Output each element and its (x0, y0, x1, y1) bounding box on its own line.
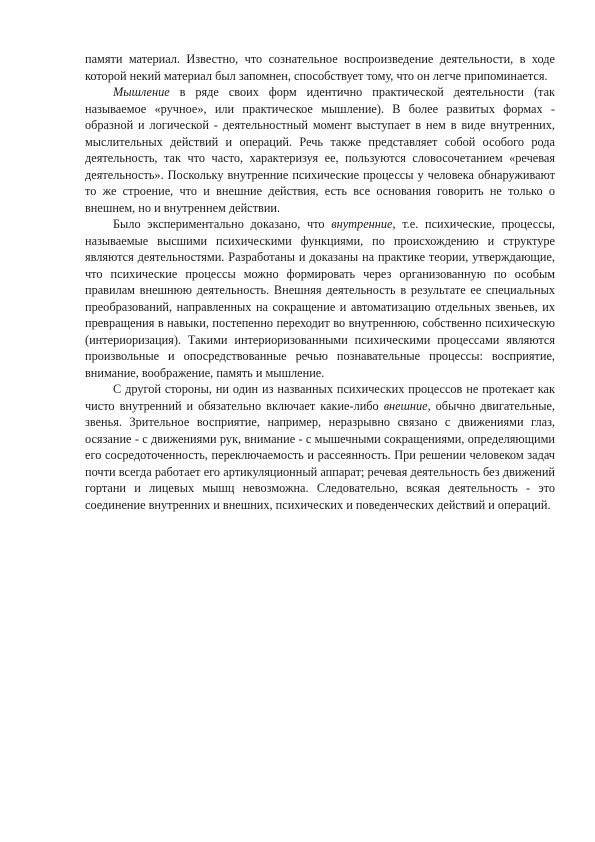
document-page (85, 51, 555, 513)
paragraph-external-links (85, 381, 555, 513)
paragraph-text: , т.е. психические, процессы, называемые высшими психическими функциями, по происхождению и структуре являются деятельностями. Разработаны и доказаны на практике теории, утверждающие, что психические процессы можно формировать через организованную по особым правилам внешнюю деятельность. Внешняя деятельность в результате ее специальных преобразований, направленных на сокращение и автоматизацию отдельных звеньев, их превращения в навыки, постепенно переходит во внутреннюю, собственно психическую (интериоризация). Такими интериоризованными психическими процессами являются произвольные и опосредствованные речью познавательные процессы: восприятие, внимание, воображение, память и мышление. (85, 217, 555, 380)
paragraph-internal-processes (85, 216, 555, 381)
paragraph-text: С другой стороны, ни один из названных психических процессов не протекает как чисто внутренний и обязательно включает какие-либо (85, 382, 555, 413)
italic-term-internal: внутренние (331, 217, 393, 231)
paragraph-text: Было экспериментально доказано, что (113, 217, 332, 231)
paragraph-text: в ряде своих форм идентично практической деятельности (так называемое «ручное», или практическое мышление). В более развитых формах - образной и логической - деятельностный момент выступает в нем в виде внутренних, мыслительных действий и операций. Речь также представляет собой особого рода деятельность, так что часто, характеризуя ее, пользуются словосочетанием «речевая деятельность». Поскольку внутренние психические процессы у человека обнаруживают то же строение, что и внешние действия, есть все основания говорить не только о внешнем, но и внутреннем действии. (85, 85, 555, 215)
italic-term-thinking: Мышление (113, 85, 170, 99)
paragraph-text: , обычно двигательные, звенья. Зрительное восприятие, например, неразрывно связано с движениями глаз, осязание - с движениями рук, внимание - с мышечными сокращениями, определяющими его сосредоточенность, переключаемость и рассеянность. При решении человеком задач почти всегда работает его артикуляционный аппарат; речевая деятельность без движений гортани и лицевых мышц невозможна. Следовательно, всякая деятельность - это соединение внутренних и внешних, психических и поведенческих действий и операций. (85, 398, 555, 512)
italic-term-external: внешние (383, 398, 428, 413)
paragraph-thinking (85, 84, 555, 216)
paragraph-memory-continuation (85, 51, 555, 84)
paragraph-text: памяти материал. Известно, что сознательное воспроизведение деятельности, в ходе которой некий материал был запомнен, способствует тому, что он легче припоминается. (85, 52, 555, 83)
